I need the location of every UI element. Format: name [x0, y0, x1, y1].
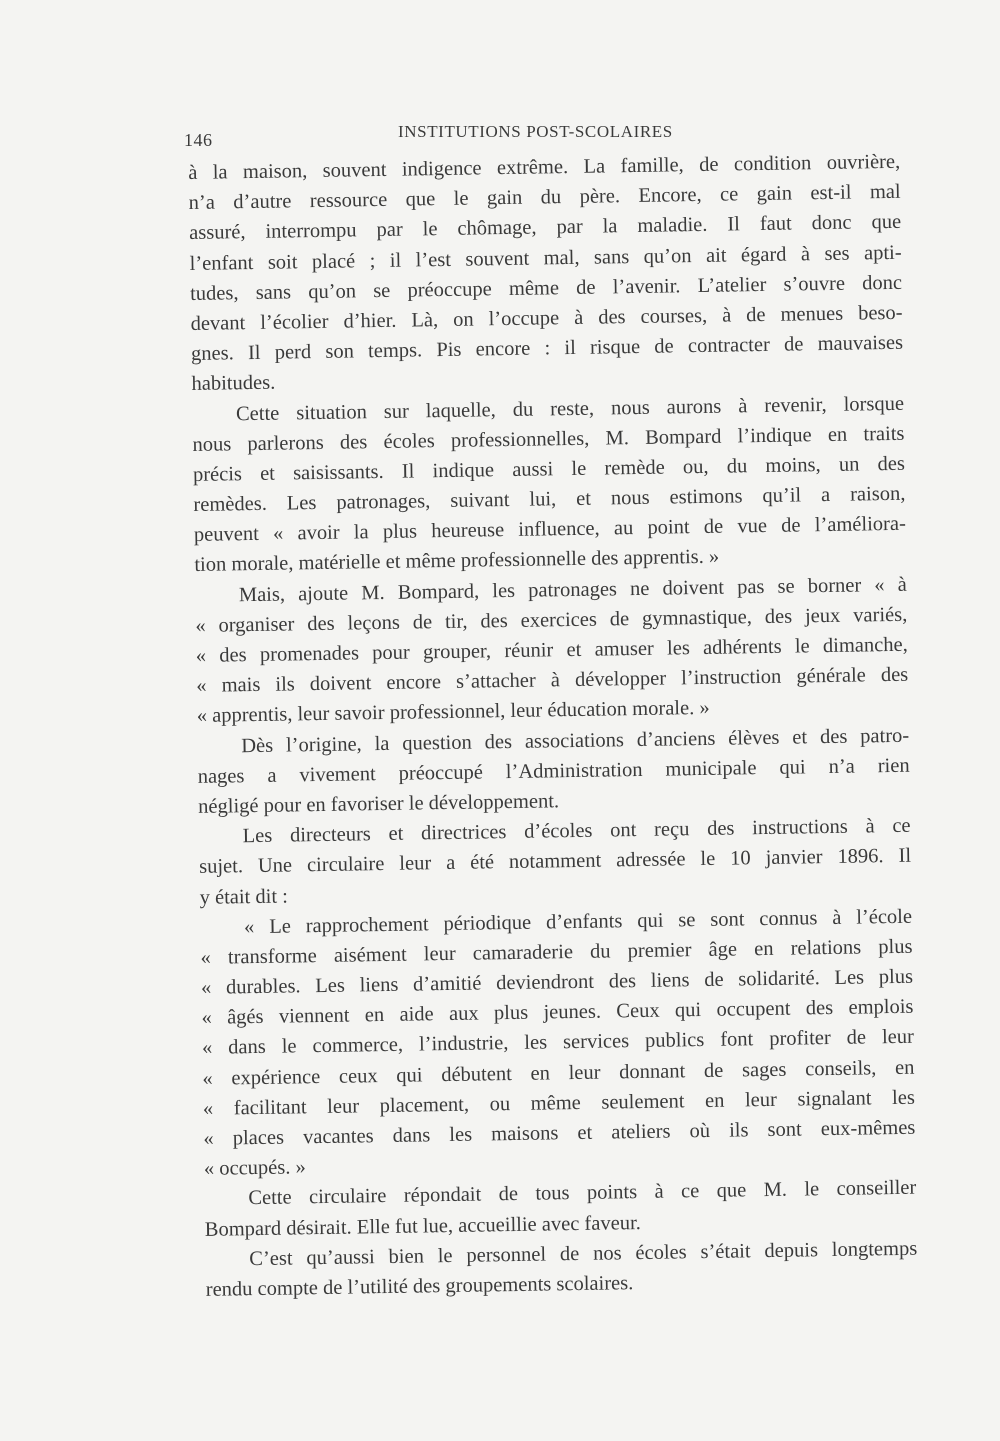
text-line: à la maison, souvent indigence extrême. La famille, de condition ouvrière, [188, 150, 901, 184]
text-line: « Le rapprochement périodique d’enfants qui se sont connus à l’école [243, 905, 913, 938]
page-number: 146 [184, 130, 213, 150]
text-line: peuvent « avoir la plus heureuse influence, au point de vue de l’améliora- [193, 513, 907, 547]
text-line: « mais ils doivent encore s’attacher à développer l’instruction générale des [196, 663, 909, 698]
text-line: « places vacantes dans les maisons et ateliers où ils sont eux-mêmes [203, 1116, 916, 1150]
text-line: « âgés viennent en aide aux plus jeunes. Ceux qui occupent des emplois [201, 995, 914, 1030]
running-title: INSTITUTIONS POST-SCOLAIRES [398, 122, 673, 141]
text-line: nous parlerons des écoles professionnelles, M. Bompard l’indique en traits [192, 422, 905, 456]
text-line: tudes, sans qu’on se préoccupe même de l’avenir. L’atelier s’ouvre donc [189, 271, 903, 305]
text-line: gnes. Il perd son temps. Pis encore : il risque de contracter de mauvaises [190, 331, 904, 366]
text-line: assuré, interrompu par le chômage, par la maladie. Il faut donc que [189, 211, 902, 245]
text-line: « dans le commerce, l’industrie, les services publics font profiter de leur [201, 1026, 915, 1060]
text-line: tion morale, matérielle et même professionnelle des apprentis. » [194, 546, 720, 577]
text-line: Cette circulaire répondait de tous points à ce que M. le conseiller [248, 1177, 917, 1210]
text-line: l’enfant soit placé ; il l’est souvent mal, sans qu’on ait égard à ses apti- [189, 241, 902, 275]
text-line: rendu compte de l’utilité des groupements scolaires. [205, 1272, 634, 1301]
text-line: y était dit : [199, 885, 289, 909]
text-line: remèdes. Les patronages, suivant lui, et nous estimons qu’il a raison, [193, 482, 906, 517]
text-line: Bompard désirait. Elle fut lue, accueillie avec faveur. [204, 1211, 641, 1241]
text-line: « organiser des leçons de tir, des exercices de gymnastique, des jeux variés, [195, 603, 908, 637]
text-line: négligé pour en favoriser le développement. [198, 790, 560, 818]
text-line: « expérience ceux qui débutent en leur donnant de sages conseils, en [202, 1056, 915, 1090]
text-line: « occupés. » [203, 1156, 306, 1181]
text-line: devant l’écolier d’hier. Là, on l’occupe à des courses, à de menues beso- [190, 301, 903, 335]
text-line: n’a d’autre ressource que le gain du père. Encore, ce gain est-il mal [188, 180, 901, 215]
body-text [188, 147, 918, 1305]
text-line: « transforme aisément leur camaraderie du premier âge en relations plus [200, 935, 913, 969]
text-line: habitudes. [191, 371, 276, 396]
text-line: C’est qu’aussi bien le personnel de nos écoles s’était depuis longtemps [249, 1237, 918, 1270]
text-line: précis et saisissants. Il indique aussi le remède ou, du moins, un des [192, 452, 906, 486]
text-line: « durables. Les liens d’amitié deviendront des liens de solidarité. Les plus [200, 965, 914, 999]
text-line: « facilitant leur placement, ou même seulement en leur signalant les [202, 1086, 916, 1120]
text-line: sujet. Une circulaire leur a été notamment adressée le 10 janvier 1896. Il [198, 845, 912, 879]
text-line: Les directeurs et directrices d’écoles ont reçu des instructions à ce [242, 814, 911, 848]
text-line: nages a vivement préoccupé l’Administration municipale qui n’a rien [197, 754, 910, 788]
text-line: Dès l’origine, la question des associations d’anciens élèves et des patro- [241, 724, 910, 757]
text-line: Cette situation sur laquelle, du reste, nous aurons à revenir, lorsque [235, 392, 905, 425]
text-line: « apprentis, leur savoir professionnel, leur éducation morale. » [196, 697, 710, 728]
text-line: Mais, ajoute M. Bompard, les patronages ne doivent pas se borner « à [238, 573, 907, 606]
text-line: « des promenades pour grouper, réunir et amuser les adhérents le dimanche, [195, 633, 908, 667]
